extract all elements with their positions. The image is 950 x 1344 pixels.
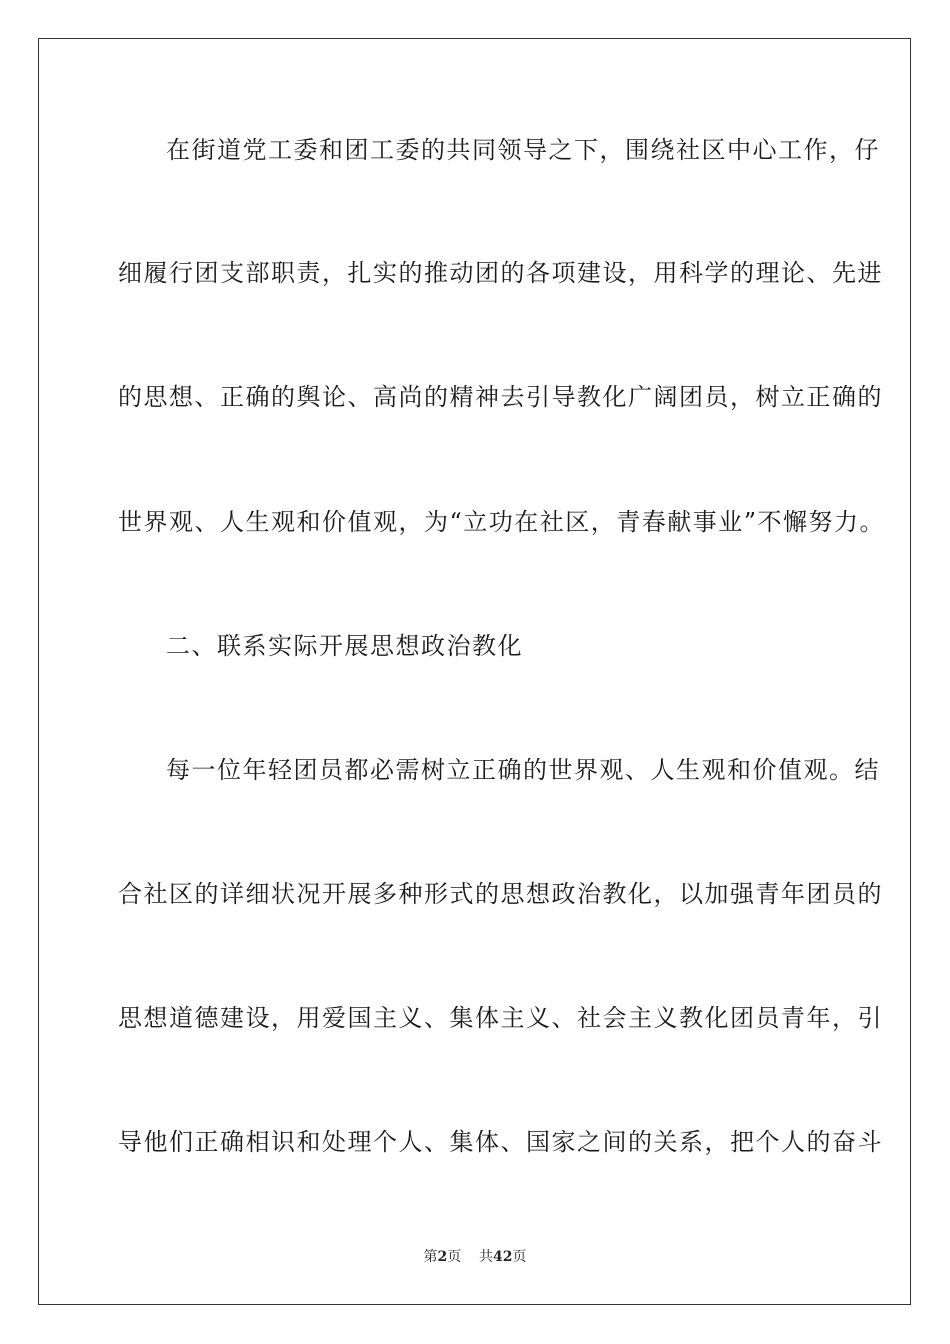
total-suffix: 页 bbox=[512, 1249, 527, 1265]
page-prefix: 第 bbox=[423, 1249, 438, 1265]
paragraph-1-line-4: 世界观、人生观和价值观，为“立功在社区，青春献事业”不懈努力。 bbox=[118, 508, 886, 536]
paragraph-2-line-2: 合社区的详细状况开展多种形式的思想政治教化，以加强青年团员的 bbox=[118, 880, 883, 908]
page-footer bbox=[0, 1248, 950, 1266]
paragraph-1-line-1: 在街道党工委和团工委的共同领导之下，围绕社区中心工作，仔 bbox=[166, 136, 880, 164]
paragraph-2-line-1: 每一位年轻团员都必需树立正确的世界观、人生观和价值观。结 bbox=[166, 756, 880, 784]
paragraph-2-line-4: 导他们正确相识和处理个人、集体、国家之间的关系，把个人的奋斗 bbox=[118, 1128, 883, 1156]
paragraph-1-line-3: 的思想、正确的舆论、高尚的精神去引导教化广阔团员，树立正确的 bbox=[118, 383, 883, 411]
total-prefix: 共 bbox=[479, 1249, 494, 1265]
paragraph-2-line-3: 思想道德建设，用爱国主义、集体主义、社会主义教化团员青年，引 bbox=[118, 1004, 883, 1032]
page-suffix: 页 bbox=[447, 1249, 462, 1265]
paragraph-1-line-2: 细履行团支部职责，扎实的推动团的各项建设，用科学的理论、先进 bbox=[118, 259, 883, 287]
total-pages: 42 bbox=[493, 1249, 513, 1265]
section-heading: 二、联系实际开展思想政治教化 bbox=[166, 632, 523, 660]
page-border bbox=[38, 38, 911, 1305]
page-number: 2 bbox=[437, 1249, 448, 1265]
